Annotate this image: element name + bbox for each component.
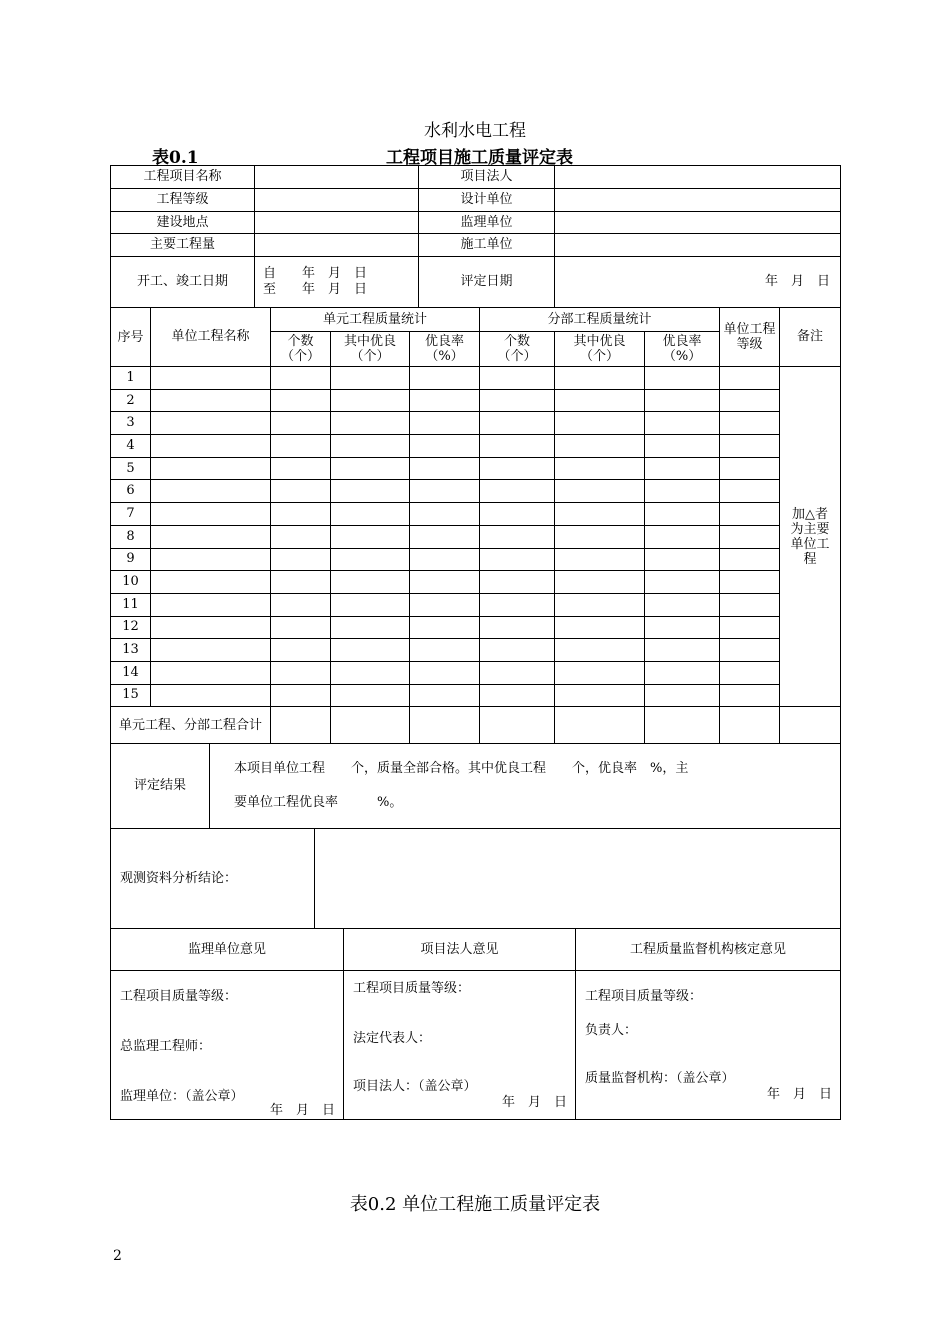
row-cell[interactable] [480, 616, 555, 639]
row-cell[interactable] [151, 616, 271, 639]
result-label: 评定结果 [111, 744, 210, 829]
page-number: 2 [113, 1248, 122, 1264]
row-cell[interactable] [645, 661, 720, 684]
row-cell[interactable] [645, 480, 720, 503]
owner-opinion[interactable] [344, 971, 576, 1120]
table-row [111, 548, 841, 571]
table-row [111, 684, 841, 707]
row-cell[interactable] [555, 435, 645, 458]
row-cell[interactable] [151, 480, 271, 503]
row-cell[interactable] [410, 503, 480, 526]
row-cell[interactable] [331, 435, 410, 458]
row-cell[interactable] [331, 661, 410, 684]
row-cell[interactable] [480, 389, 555, 412]
row-cell[interactable] [555, 661, 645, 684]
table-row [111, 480, 841, 503]
row-cell[interactable] [480, 412, 555, 435]
row-cell[interactable] [480, 639, 555, 662]
row-cell[interactable] [555, 503, 645, 526]
total-cell[interactable] [331, 707, 410, 744]
row-cell[interactable] [645, 435, 720, 458]
analysis-table [110, 828, 841, 929]
row-seq: 12 [111, 616, 151, 639]
row-cell[interactable] [271, 389, 331, 412]
value-owner[interactable] [555, 166, 841, 189]
row-cell[interactable] [720, 435, 780, 458]
row-cell[interactable] [151, 525, 271, 548]
row-cell[interactable] [151, 571, 271, 594]
assessment-result-table [110, 743, 841, 829]
table-title: 工程项目施工质量评定表 [386, 148, 573, 168]
row-cell[interactable] [555, 684, 645, 707]
row-cell[interactable] [331, 684, 410, 707]
row-cell[interactable] [555, 480, 645, 503]
result-line-1: 本项目单位工程 个，质量全部合格。其中优良工程 个，优良率 %，主 [234, 761, 689, 776]
row-cell[interactable] [410, 412, 480, 435]
table-row [111, 661, 841, 684]
remark-note: 加△者为主要单位工程 [780, 367, 841, 707]
header-unit-stats: 单元工程质量统计 [271, 308, 480, 332]
label-supervision-unit: 监理单位 [419, 212, 555, 234]
supervision-seal: 监理单位：（盖公章） [120, 1089, 244, 1104]
header-remark: 备注 [780, 308, 841, 367]
row-cell[interactable] [271, 435, 331, 458]
row-cell[interactable] [271, 480, 331, 503]
supervision-grade: 工程项目质量等级： [120, 989, 238, 1004]
value-design-unit[interactable] [555, 189, 841, 212]
authority-seal: 质量监督机构：（盖公章） [585, 1071, 735, 1086]
row-cell[interactable] [555, 389, 645, 412]
row-cell[interactable] [151, 503, 271, 526]
row-cell[interactable] [410, 616, 480, 639]
row-cell[interactable] [555, 457, 645, 480]
row-cell[interactable] [331, 616, 410, 639]
row-cell[interactable] [480, 503, 555, 526]
label-start-end-date: 开工、竣工日期 [111, 257, 255, 308]
row-cell[interactable] [331, 548, 410, 571]
row-cell[interactable] [151, 457, 271, 480]
supervision-opinion[interactable] [111, 971, 344, 1120]
row-seq: 4 [111, 435, 151, 458]
row-cell[interactable] [645, 503, 720, 526]
row-cell[interactable] [271, 525, 331, 548]
row-cell[interactable] [555, 525, 645, 548]
row-cell[interactable] [271, 367, 331, 390]
row-cell[interactable] [720, 367, 780, 390]
total-cell[interactable] [780, 707, 841, 744]
row-seq: 2 [111, 389, 151, 412]
label-owner: 项目法人 [419, 166, 555, 189]
value-start-end-date[interactable] [255, 257, 419, 308]
row-seq: 9 [111, 548, 151, 571]
row-cell[interactable] [645, 616, 720, 639]
row-cell[interactable] [410, 571, 480, 594]
row-cell[interactable] [410, 593, 480, 616]
row-cell[interactable] [480, 548, 555, 571]
row-cell[interactable] [480, 571, 555, 594]
row-cell[interactable] [480, 457, 555, 480]
row-cell[interactable] [271, 661, 331, 684]
result-text[interactable] [210, 744, 841, 829]
owner-opinion-header: 项目法人意见 [344, 929, 576, 971]
row-cell[interactable] [271, 639, 331, 662]
row-cell[interactable] [410, 457, 480, 480]
total-label: 单元工程、分部工程合计 [111, 707, 271, 744]
row-cell[interactable] [410, 661, 480, 684]
project-info-table [110, 165, 841, 308]
document-category: 水利水电工程 [424, 121, 526, 141]
header-unit-excellent: 其中优良 （个） [331, 332, 410, 367]
label-project-name: 工程项目名称 [111, 166, 255, 189]
row-cell[interactable] [331, 639, 410, 662]
table-row [111, 639, 841, 662]
label-assessment-date: 评定日期 [419, 257, 555, 308]
row-cell[interactable] [645, 367, 720, 390]
label-design-unit: 设计单位 [419, 189, 555, 212]
start-date: 自 年 月 日 [263, 266, 368, 281]
authority-opinion-header: 工程质量监督机构核定意见 [576, 929, 841, 971]
row-cell[interactable] [555, 593, 645, 616]
row-cell[interactable] [271, 412, 331, 435]
row-cell[interactable] [151, 412, 271, 435]
row-cell[interactable] [271, 571, 331, 594]
row-cell[interactable] [410, 548, 480, 571]
row-cell[interactable] [555, 616, 645, 639]
row-cell[interactable] [480, 661, 555, 684]
row-seq: 11 [111, 593, 151, 616]
row-cell[interactable] [645, 639, 720, 662]
authority-grade: 工程项目质量等级： [585, 989, 703, 1004]
label-project-grade: 工程等级 [111, 189, 255, 212]
row-cell[interactable] [480, 684, 555, 707]
row-cell[interactable] [331, 457, 410, 480]
row-cell[interactable] [645, 684, 720, 707]
label-main-quantities: 主要工程量 [111, 234, 255, 257]
row-seq: 15 [111, 684, 151, 707]
total-cell[interactable] [271, 707, 331, 744]
row-cell[interactable] [480, 480, 555, 503]
row-seq: 3 [111, 412, 151, 435]
row-cell[interactable] [645, 571, 720, 594]
opinions-table [110, 928, 841, 1120]
header-part-count: 个数 （个） [480, 332, 555, 367]
header-part-stats: 分部工程质量统计 [480, 308, 720, 332]
row-cell[interactable] [555, 639, 645, 662]
row-cell[interactable] [720, 616, 780, 639]
row-cell[interactable] [331, 480, 410, 503]
row-cell[interactable] [720, 525, 780, 548]
value-main-quantities[interactable] [255, 234, 419, 257]
row-cell[interactable] [720, 480, 780, 503]
row-cell[interactable] [331, 412, 410, 435]
row-cell[interactable] [271, 616, 331, 639]
header-part-rate: 优良率 （%） [645, 332, 720, 367]
row-seq: 8 [111, 525, 151, 548]
row-cell[interactable] [645, 389, 720, 412]
row-cell[interactable] [271, 457, 331, 480]
row-cell[interactable] [271, 503, 331, 526]
table-row [111, 503, 841, 526]
row-cell[interactable] [720, 593, 780, 616]
value-location[interactable] [255, 212, 419, 234]
row-cell[interactable] [271, 684, 331, 707]
owner-seal: 项目法人：（盖公章） [353, 1079, 477, 1094]
table-row [111, 571, 841, 594]
row-cell[interactable] [410, 480, 480, 503]
row-cell[interactable] [720, 684, 780, 707]
total-cell[interactable] [480, 707, 555, 744]
row-cell[interactable] [720, 412, 780, 435]
total-cell[interactable] [645, 707, 720, 744]
row-seq: 14 [111, 661, 151, 684]
row-cell[interactable] [331, 367, 410, 390]
total-cell[interactable] [720, 707, 780, 744]
table-row [111, 435, 841, 458]
supervision-date: 年 月 日 [269, 1103, 335, 1118]
row-cell[interactable] [720, 571, 780, 594]
row-cell[interactable] [271, 593, 331, 616]
row-cell[interactable] [151, 639, 271, 662]
header-seq: 序号 [111, 308, 151, 367]
row-cell[interactable] [555, 571, 645, 594]
label-location: 建设地点 [111, 212, 255, 234]
value-assessment-date[interactable]: 年 月 日 [555, 257, 841, 308]
row-cell[interactable] [720, 548, 780, 571]
row-cell[interactable] [410, 389, 480, 412]
row-cell[interactable] [555, 412, 645, 435]
total-cell[interactable] [555, 707, 645, 744]
row-cell[interactable] [151, 661, 271, 684]
row-cell[interactable] [720, 457, 780, 480]
row-cell[interactable] [720, 639, 780, 662]
analysis-value[interactable] [315, 829, 841, 929]
row-cell[interactable] [410, 639, 480, 662]
label-construction-unit: 施工单位 [419, 234, 555, 257]
row-cell[interactable] [271, 548, 331, 571]
row-cell[interactable] [410, 525, 480, 548]
table-row [111, 593, 841, 616]
table-row [111, 412, 841, 435]
row-cell[interactable] [480, 593, 555, 616]
table-row [111, 525, 841, 548]
owner-date: 年 月 日 [501, 1095, 567, 1110]
row-cell[interactable] [720, 503, 780, 526]
table-row [111, 457, 841, 480]
row-cell[interactable] [151, 593, 271, 616]
total-cell[interactable] [410, 707, 480, 744]
row-seq: 13 [111, 639, 151, 662]
result-line-2: 要单位工程优良率 %。 [234, 795, 403, 810]
end-date: 至 年 月 日 [263, 282, 368, 297]
row-cell[interactable] [720, 661, 780, 684]
table-number: 表0.1 [152, 148, 199, 168]
row-cell[interactable] [151, 684, 271, 707]
table-row [111, 389, 841, 412]
row-cell[interactable] [645, 548, 720, 571]
legal-representative: 法定代表人： [353, 1031, 432, 1046]
row-seq: 6 [111, 480, 151, 503]
header-unit-count: 个数 （个） [271, 332, 331, 367]
row-seq: 10 [111, 571, 151, 594]
header-part-excellent: 其中优良 （个） [555, 332, 645, 367]
row-cell[interactable] [151, 435, 271, 458]
owner-grade: 工程项目质量等级： [353, 981, 471, 996]
row-cell[interactable] [645, 593, 720, 616]
quality-statistics-table [110, 307, 841, 744]
authority-date: 年 月 日 [766, 1087, 832, 1102]
header-unit-name: 单位工程名称 [151, 308, 271, 367]
analysis-label: 观测资料分析结论： [111, 829, 315, 929]
row-cell[interactable] [331, 593, 410, 616]
header-unit-rate: 优良率 （%） [410, 332, 480, 367]
row-cell[interactable] [720, 389, 780, 412]
value-project-name[interactable] [255, 166, 419, 189]
row-cell[interactable] [555, 367, 645, 390]
row-cell[interactable] [331, 389, 410, 412]
value-project-grade[interactable] [255, 189, 419, 212]
row-cell[interactable] [480, 435, 555, 458]
supervision-opinion-header: 监理单位意见 [111, 929, 344, 971]
row-cell[interactable] [151, 389, 271, 412]
authority-head: 负责人： [585, 1023, 638, 1038]
row-cell[interactable] [645, 412, 720, 435]
row-cell[interactable] [151, 548, 271, 571]
header-grade: 单位工程等级 [720, 308, 780, 367]
row-cell[interactable] [645, 457, 720, 480]
next-table-title: 表0.2 单位工程施工质量评定表 [349, 1194, 601, 1215]
table-row [111, 367, 841, 390]
row-cell[interactable] [645, 525, 720, 548]
row-cell[interactable] [410, 367, 480, 390]
value-construction-unit[interactable] [555, 234, 841, 257]
table-row [111, 616, 841, 639]
row-cell[interactable] [331, 503, 410, 526]
row-cell[interactable] [480, 367, 555, 390]
row-cell[interactable] [331, 525, 410, 548]
row-seq: 5 [111, 457, 151, 480]
authority-opinion[interactable] [576, 971, 841, 1120]
row-cell[interactable] [410, 684, 480, 707]
row-seq: 7 [111, 503, 151, 526]
row-cell[interactable] [555, 548, 645, 571]
row-cell[interactable] [480, 525, 555, 548]
value-supervision-unit[interactable] [555, 212, 841, 234]
chief-engineer: 总监理工程师： [120, 1039, 212, 1054]
row-cell[interactable] [410, 435, 480, 458]
row-cell[interactable] [151, 367, 271, 390]
row-seq: 1 [111, 367, 151, 390]
row-cell[interactable] [331, 571, 410, 594]
